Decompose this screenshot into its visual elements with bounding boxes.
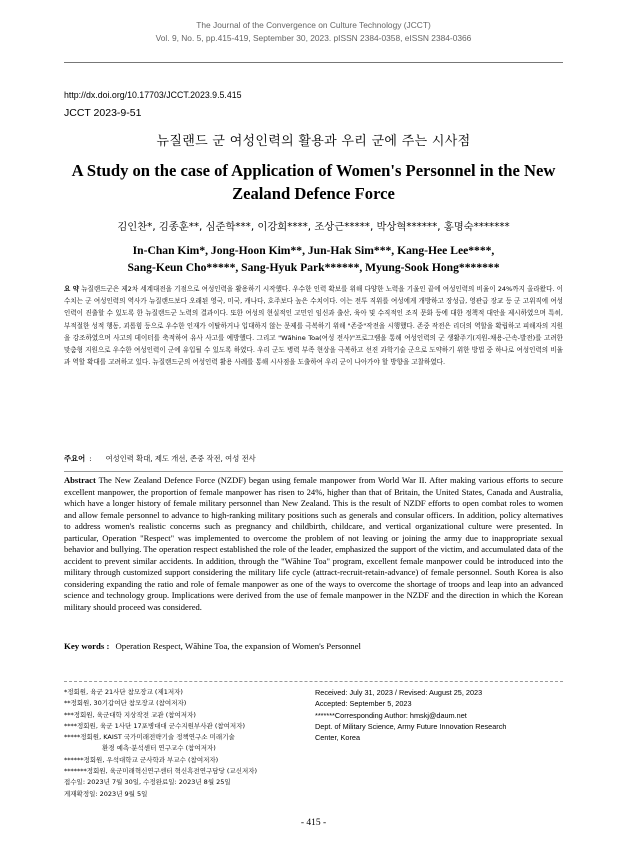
keywords-english-label: Key words :: [64, 641, 110, 651]
doi-link[interactable]: http://dx.doi.org/10.17703/JCCT.2023.9.5.415: [64, 90, 242, 100]
header-rule: [64, 62, 563, 63]
footnote-rule: [64, 681, 563, 682]
author-affiliations: [64, 687, 314, 800]
abstract-english: [64, 475, 563, 614]
authors-korean: 김인찬*, 김종훈**, 심준학***, 이강희****, 조상근*****, 박상혁******, 홍명숙*******: [117, 221, 510, 233]
affiliation-line: ****정회원, 육군 1사단 17포병대대 군수지원부사관 (참여저자): [64, 721, 246, 730]
keywords-korean: [64, 454, 563, 464]
article-code: JCCT 2023-9-51: [64, 107, 142, 119]
article-dates: [315, 687, 563, 743]
journal-volume-info: Vol. 9, No. 5, pp.415-419, September 30, 2023. pISSN 2384-0358, eISSN 2384-0366: [155, 33, 472, 43]
keywords-korean-text: 여성인력 확대, 제도 개선, 존중 작전, 여성 전사: [105, 454, 256, 463]
authors-english-line2: Sang-Keun Cho*****, Sang-Hyuk Park******, Myung-Sook Hong*******: [127, 261, 500, 274]
keywords-korean-label: 주요어: [64, 454, 86, 463]
corresponding-country: Center, Korea: [315, 733, 361, 743]
title-korean: 뉴질랜드 군 여성인력의 활용과 우리 군에 주는 시사점: [156, 134, 471, 149]
abstract-korean: [64, 283, 563, 368]
affiliation-line: **정회원, 30기갑여단 참모장교 (참여저자): [64, 699, 187, 708]
affiliation-line: ***정회원, 육군대학 지상작전 교관 (참여저자): [64, 710, 196, 719]
keywords-english-text: Operation Respect, Wāhine Toa, the expansion of Women's Personnel: [115, 641, 361, 651]
affiliation-line: *******정회원, 육군미래혁신연구센터 혁신흑전연구담당 (교신저자): [64, 767, 258, 776]
keywords-rule: [64, 471, 563, 472]
received-revised: Received: July 31, 2023 / Revised: August 25, 2023: [315, 688, 483, 697]
authors-english: [64, 242, 563, 276]
abstract-korean-text: 뉴질랜드군은 제2차 세계대전을 기점으로 여성인력을 활용하기 시작했다. 우수한 인력 확보를 위해 다양한 노력을 기울인 끝에 여성인력의 비율이 24%까지 올라왔다. 이 수치는 군 여성인력의 역사가 뉴질랜드보다 오래된 영국, 미국, 캐나다, 호주보다 높은 수치이다. 이는 전투 직위를 여성에게 개방하고 장성급, 영관급 장교 등 군 고위직에 여성인력이 진출할 수 있도록 한 뉴질랜드군 노력의 결과이다. 또한 여성의 현실적인 고민인 임신과 출산, 육아 및 수직적인 조직 문화 등에 대한 정책적 대안을 제시하였으며 특히, 부적절한 성적 행동, 괴롭힘 등으로 우수한 인재가 이탈하거나 입대하지 않는 문제를 극복하기 위해 "존중"작전을 시행했다. 존중 작전은 리더의 역할을 확립하고 피해자의 지원을 강조하였으며 사고의 데이터를 축적하여 유사 사고를 예방했다. 그리고 "Wāhine Toa(여성 전사)"프로그램을 통해 여성인력의 군 생활주기(지원-채용-근속-발전)를 고려한 맞춤형 지원으로 우수한 여성인력이 군에 유입될 수 있도록 하였다. 우리 군도 병력 부족 현상을 극복하고 선진 과학기술 군으로 도약하기 위한 방법 중 하나로 여성인력의 비율과 역할 확대를 고려하고 있다. 뉴질랜드군의 여성인력 활용 사례를 통해 시사점을 도출하여 우리 군이 나아가야 할 방향을 고찰하였다.: [64, 285, 563, 367]
affiliation-line: ******정회원, 우석대학교 군사학과 부교수 (참여저자): [64, 755, 219, 764]
corresponding-author: *******Corresponding Author: hmskj@daum.net: [315, 710, 467, 720]
affiliation-line: *정회원, 육군 21사단 참모장교 (제1저자): [64, 688, 183, 696]
accepted-date: Accepted: September 5, 2023: [315, 699, 412, 709]
journal-name: The Journal of the Convergence on Culture Technology (JCCT): [196, 20, 431, 30]
keywords-english: [64, 641, 563, 651]
abstract-korean-label: 요 약: [64, 285, 80, 293]
abstract-english-label: Abstract: [64, 475, 96, 485]
abstract-english-text: The New Zealand Defence Force (NZDF) began using female manpower from World War II. After making various efforts to secure excellent manpower, the proportion of female manpower has risen to 24%, higher than that of Britain, the United States, Canada and Australia, which have a longer history of female military personnel than New Zealand. This is the result of NZDF efforts to open combat roles to women and allow female personnel to advance to high-ranking military positions such as generals and consular officers. In addition, policy alternatives to address women's realistic concerns such as pregnancy and childbirth, childcare, and vertical organizational culture were presented. In particular, Operation "Respect" was implemented to overcome the problem of not leaving or joining the army due to inappropriate sexual behavior and bullying. The operation respect established the role of the leader, emphasized the support of the victim, and accumulated data of the accident to prevent similar accidents. In addition, through the "Wāhine Toa" program, excellent female manpower could be introduced into the military through customized support considering the military life cycle (attract-recruit-retain-advance) of female personnel. South Korea is also considering expanding the ratio and role of female manpower as one of the ways to overcome the shortage of troops and leap into an advanced science and technology group. Implications were derived from the use of female manpower in the NZDF and the direction in which the Korean military should proceed was considered.: [64, 475, 564, 613]
keywords-korean-separator: :: [89, 454, 92, 463]
authors-english-line1: In-Chan Kim*, Jong-Hoon Kim**, Jun-Hak Sim***, Kang-Hee Lee****,: [132, 244, 495, 257]
title-english: A Study on the case of Application of Women's Personnel in the New Zealand Defence Force: [71, 161, 556, 203]
submission-dates: 접수일: 2023년 7월 30일, 수정완료일: 2023년 8월 25일: [64, 778, 231, 787]
page-number: - 415 -: [300, 818, 327, 828]
corresponding-affiliation: Dept. of Military Science, Army Future Innovation Research: [315, 721, 507, 731]
acceptance-date: 게재확정일: 2023년 9월 5일: [64, 789, 148, 798]
journal-header: [0, 19, 627, 45]
affiliation-line: *****정회원, KAIST 국가미래전략기술 정책연구소 미래기술: [64, 733, 235, 742]
affiliation-line: 환경 예측·분석센터 연구교수 (참여저자): [102, 744, 216, 753]
